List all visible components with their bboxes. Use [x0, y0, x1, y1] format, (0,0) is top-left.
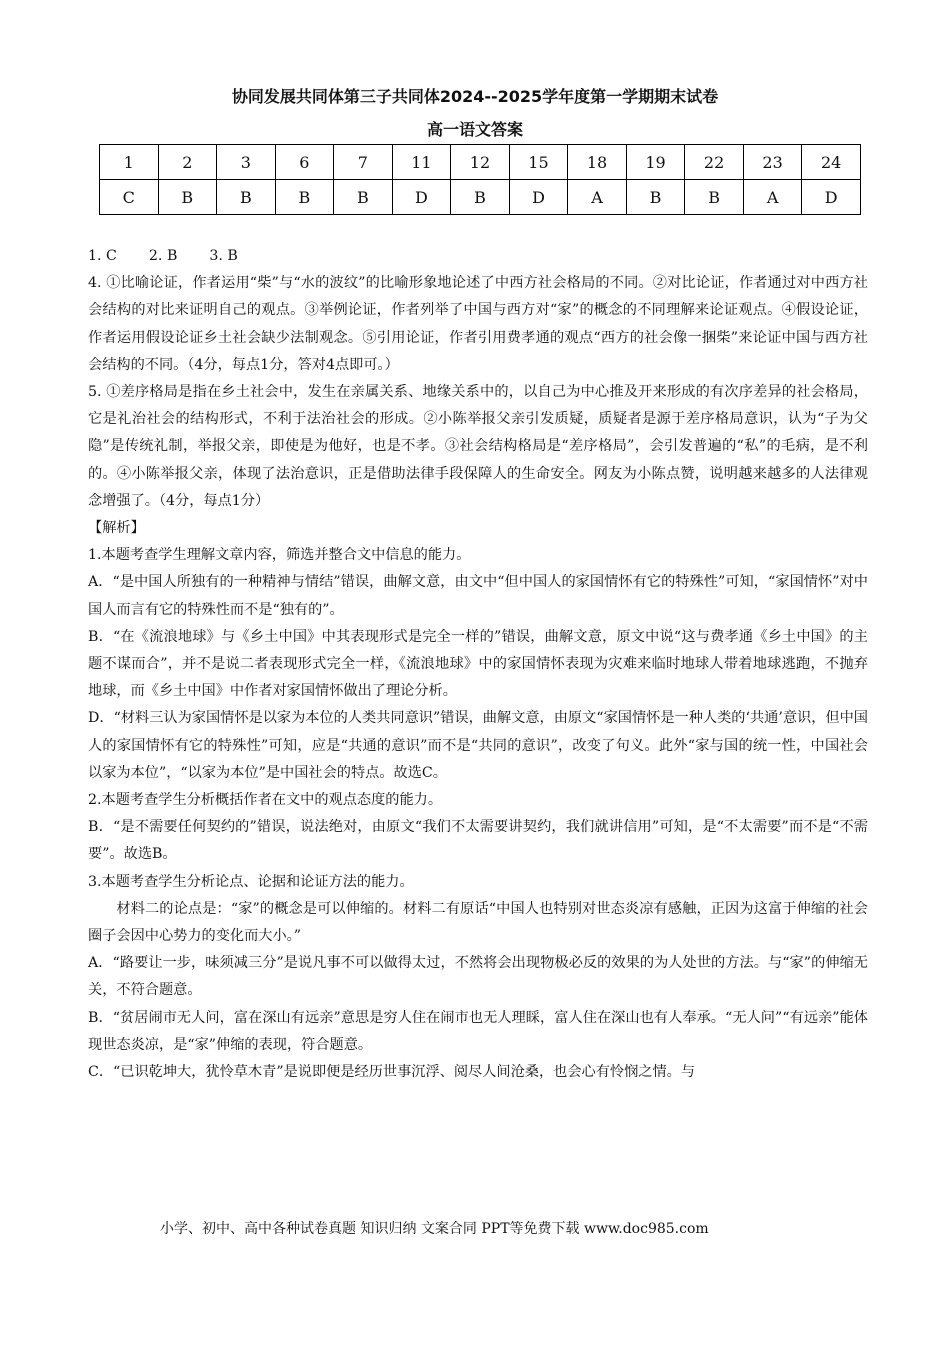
answer-cell: B	[685, 180, 744, 215]
answer-cell: B	[626, 180, 685, 215]
analysis-paragraph: 1.本题考查学生理解文章内容，筛选并整合文中信息的能力。	[88, 547, 471, 564]
answer-cell: D	[392, 180, 451, 215]
answer-cell: C	[100, 180, 159, 215]
question-number-cell: 18	[568, 145, 627, 180]
answer-cell: A	[568, 180, 627, 215]
analysis-paragraph: A．“路要让一步，味须减三分”是说凡事不可以做得太过，不然将会出现物极必反的效果的为人处世的方法。与“家”的伸缩无关，不符合题意。	[88, 955, 868, 999]
short-answer: 1. C	[88, 248, 117, 264]
page-subtitle: 高一语文答案	[426, 120, 523, 139]
question-number-cell: 24	[802, 145, 861, 180]
question-number-cell: 1	[100, 145, 159, 180]
analysis-paragraph: D．“材料三认为家国情怀是以家为本位的人类共同意识”错误，曲解文意，由原文“家国情怀是一种人类的‘共通’意识，但中国人的家国情怀有它的特殊性”可知，应是“共通的意识”而不是“共同的意识”，改变了句义。此外“家与国的统一性，中国社会以家为本位”，“以家为本位”是中国社会的特点。故选C。	[88, 710, 868, 781]
analysis-paragraph: 3.本题考查学生分析论点、论据和论证方法的能力。	[88, 873, 414, 890]
question-number-cell: 22	[685, 145, 744, 180]
answer-cell: B	[217, 180, 276, 215]
question-number-cell: 19	[626, 145, 685, 180]
answer-cell: B	[334, 180, 393, 215]
question-number-cell: 15	[509, 145, 568, 180]
question-number-cell: 11	[392, 145, 451, 180]
analysis-paragraph: B．“在《流浪地球》与《乡土中国》中其表现形式是完全一样的”错误，曲解文意，原文中说“这与费孝通《乡土中国》的主题不谋而合”，并不是说二者表现形式完全一样，《流浪地球》中的家国情怀表现为灾难来临时地球人带着地球逃跑，不抛弃地球，而《乡土中国》中作者对家国情怀做出了理论分析。	[88, 628, 868, 700]
analysis-paragraph: A．“是中国人所独有的一种精神与情结”错误，曲解文意，由文中“但中国人的家国情怀有它的特殊性”可知，“家国情怀”对中国人而言有它的特殊性而不是“独有的”。	[88, 574, 868, 618]
question-number-cell: 6	[275, 145, 334, 180]
answer-cell: B	[275, 180, 334, 215]
analysis-paragraph: C．“已识乾坤大，犹怜草木青”是说即便是经历世事沉浮、阅尽人间沧桑，也会心有怜悯之情。与	[88, 1064, 696, 1081]
short-answer: 3. B	[209, 248, 238, 264]
answer-paragraph: 5. ①差序格局是指在乡土社会中，发生在亲属关系、地缘关系中的，以自己为中心推及开来形成的有次序差异的社会格局，它是礼治社会的结构形式，不利于法治社会的形成。②小陈举报父亲引发质疑，质疑者是源于差序格局意识，认为“子为父隐”是传统礼制，举报父亲，即使是为他好，也是不孝。③社会结构格局是“差序格局”，会引发普遍的“私”的毛病，是不利的。④小陈举报父亲，体现了法治意识，正是借助法律手段保障人的生命安全。网友为小陈点赞，说明越来越多的人法律观念增强了。（4分，每点1分）	[88, 384, 868, 509]
analysis-paragraph: 2.本题考查学生分析概括作者在文中的观点态度的能力。	[88, 792, 443, 809]
answer-cell: B	[158, 180, 217, 215]
short-answers	[88, 243, 868, 270]
answer-cell: B	[451, 180, 510, 215]
page-title: 协同发展共同体第三子共同体2024--2025学年度第一学期期末试卷	[231, 87, 719, 106]
question-number-cell: 23	[743, 145, 802, 180]
answer-row	[100, 180, 861, 215]
analysis-paragraph: B．“是不需要任何契约的”错误，说法绝对，由原文“我们不太需要讲契约，我们就讲信用”可知，是“不太需要”而不是“不需要”。故选B。	[88, 819, 868, 863]
answer-cell: D	[509, 180, 568, 215]
short-answer: 2. B	[148, 248, 178, 264]
footer-note: 小学、初中、高中各种试卷真题 知识归纳 文案合同 PPT等免费下载 www.doc985.com	[160, 1221, 709, 1237]
answer-cell: A	[743, 180, 802, 215]
analysis-paragraph: 材料二的论点是：“家”的概念是可以伸缩的。材料二有原话“中国人也特别对世态炎凉有感触，正因为这富于伸缩的社会圈子会因中心势力的变化而大小。”	[88, 900, 868, 945]
question-number-cell: 12	[451, 145, 510, 180]
answer-table	[99, 144, 861, 215]
question-number-cell: 2	[158, 145, 217, 180]
analysis-heading: 【解析】	[88, 520, 145, 537]
analysis-paragraph: B．“贫居闹市无人问，富在深山有远亲”意思是穷人住在闹市也无人理睬，富人住在深山也有人奉承。“无人问”“有远亲”能体现世态炎凉，是“家”伸缩的表现，符合题意。	[88, 1009, 868, 1053]
question-number-cell: 3	[217, 145, 276, 180]
answer-paragraph: 4. ①比喻论证，作者运用“柴”与“水的波纹”的比喻形象地论述了中西方社会格局的不同。②对比论证，作者通过对中西方社会结构的对比来证明自己的观点。③举例论证，作者列举了中国与西方对“家”的概念的不同理解来论证观点。④假设论证，作者运用假设论证乡土社会缺少法制观念。⑤引用论证，作者引用费孝通的观点“西方的社会像一捆柴”来论证中国与西方社会结构的不同。（4分，每点1分，答对4点即可。）	[88, 275, 868, 373]
question-number-cell: 7	[334, 145, 393, 180]
answer-body	[88, 243, 868, 1086]
answer-cell: D	[802, 180, 861, 215]
question-number-row	[100, 145, 861, 180]
